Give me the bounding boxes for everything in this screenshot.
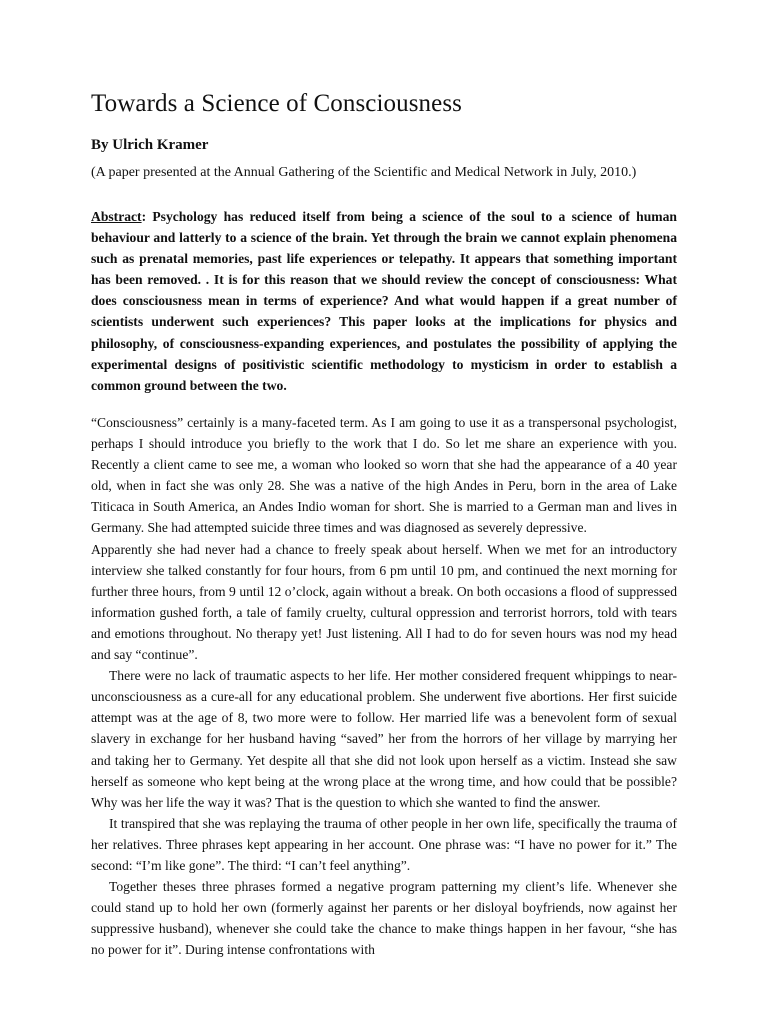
paragraph: Apparently she had never had a chance to freely speak about herself. When we met for an introductory interview she talked constantly for four hours, from 6 pm until 10 pm, and continued the next morning for further three hours, from 9 until 12 o’clock, again without a break. On both occasions a flood of suppressed information gushed forth, a tale of family cruelty, cultural oppression and terrorist horrors, told with tears and emotions throughout. No therapy yet! Just listening. All I had to do for seven hours was nod my head and say “continue”. — [91, 541, 677, 663]
paragraph: “Consciousness” certainly is a many-faceted term. As I am going to use it as a transpersonal psychologist, perhaps I should introduce you briefly to the work that I do. So let me share an experience with you. Recently a client came to see me, a woman who looked so worn that she had the appearance of a 40 year old, when in fact she was only 28. She was a native of the high Andes in Peru, born in the area of Lake Titicaca in South America, an Andes Indio woman for short. She is married to a German man and lives in Germany. She had attempted suicide three times and was diagnosed as severely depressive. — [91, 415, 677, 536]
body-text — [91, 412, 677, 960]
presentation-note: (A paper presented at the Annual Gathering of the Scientific and Medical Network in July, 2010.) — [91, 165, 637, 180]
abstract-text: : Psychology has reduced itself from being a science of the soul to a science of human behaviour and latterly to a science of the brain. Yet through the brain we cannot explain phenomena such as prenatal memories, past life experiences or telepathy. It appears that something important has been removed. . It is for this reason that we should review the concept of consciousness: What does consciousness mean in terms of experience? And what would happen if a great number of scientists underwent such experiences? This paper looks at the implications for physics and philosophy, of consciousness-expanding experiences, and postulates the possibility of applying the experimental designs of positivistic scientific methodology to mysticism in order to establish a common ground between the two. — [91, 209, 677, 393]
paragraph: Together theses three phrases formed a negative program patterning my client’s life. Whenever she could stand up to hold her own (formerly against her parents or her disloyal boyfriends, now against her suppressive husband), whenever she could take the chance to make things happen in her favour, “she has no power for it”. During intense confrontations with — [91, 879, 677, 958]
abstract-label: Abstract — [91, 209, 142, 224]
abstract — [91, 206, 677, 396]
paragraph: There were no lack of traumatic aspects to her life. Her mother considered frequent whippings to near-unconsciousness as a cure-all for any educational problem. She underwent five abortions. Her first suicide attempt was at the age of 8, two more were to follow. Her married life was a benevolent form of sexual slavery in exchange for her husband having “saved” her from the horrors of her village by marrying her and taking her to Germany. Yet despite all that she did not look upon herself as a victim. Instead she saw herself as someone who kept being at the wrong place at the wrong time, and how could that be possible? Why was her life the way it was? That is the question to which she wanted to find the answer. — [91, 668, 677, 810]
paper-title: Towards a Science of Consciousness — [91, 90, 463, 117]
author-line: By Ulrich Kramer — [91, 137, 209, 153]
paragraph: It transpired that she was replaying the trauma of other people in her own life, specifically the trauma of her relatives. Three phrases kept appearing in her account. One phrase was: “I have no power for it.” The second: “I’m like gone”. The third: “I can’t feel anything”. — [91, 815, 677, 873]
